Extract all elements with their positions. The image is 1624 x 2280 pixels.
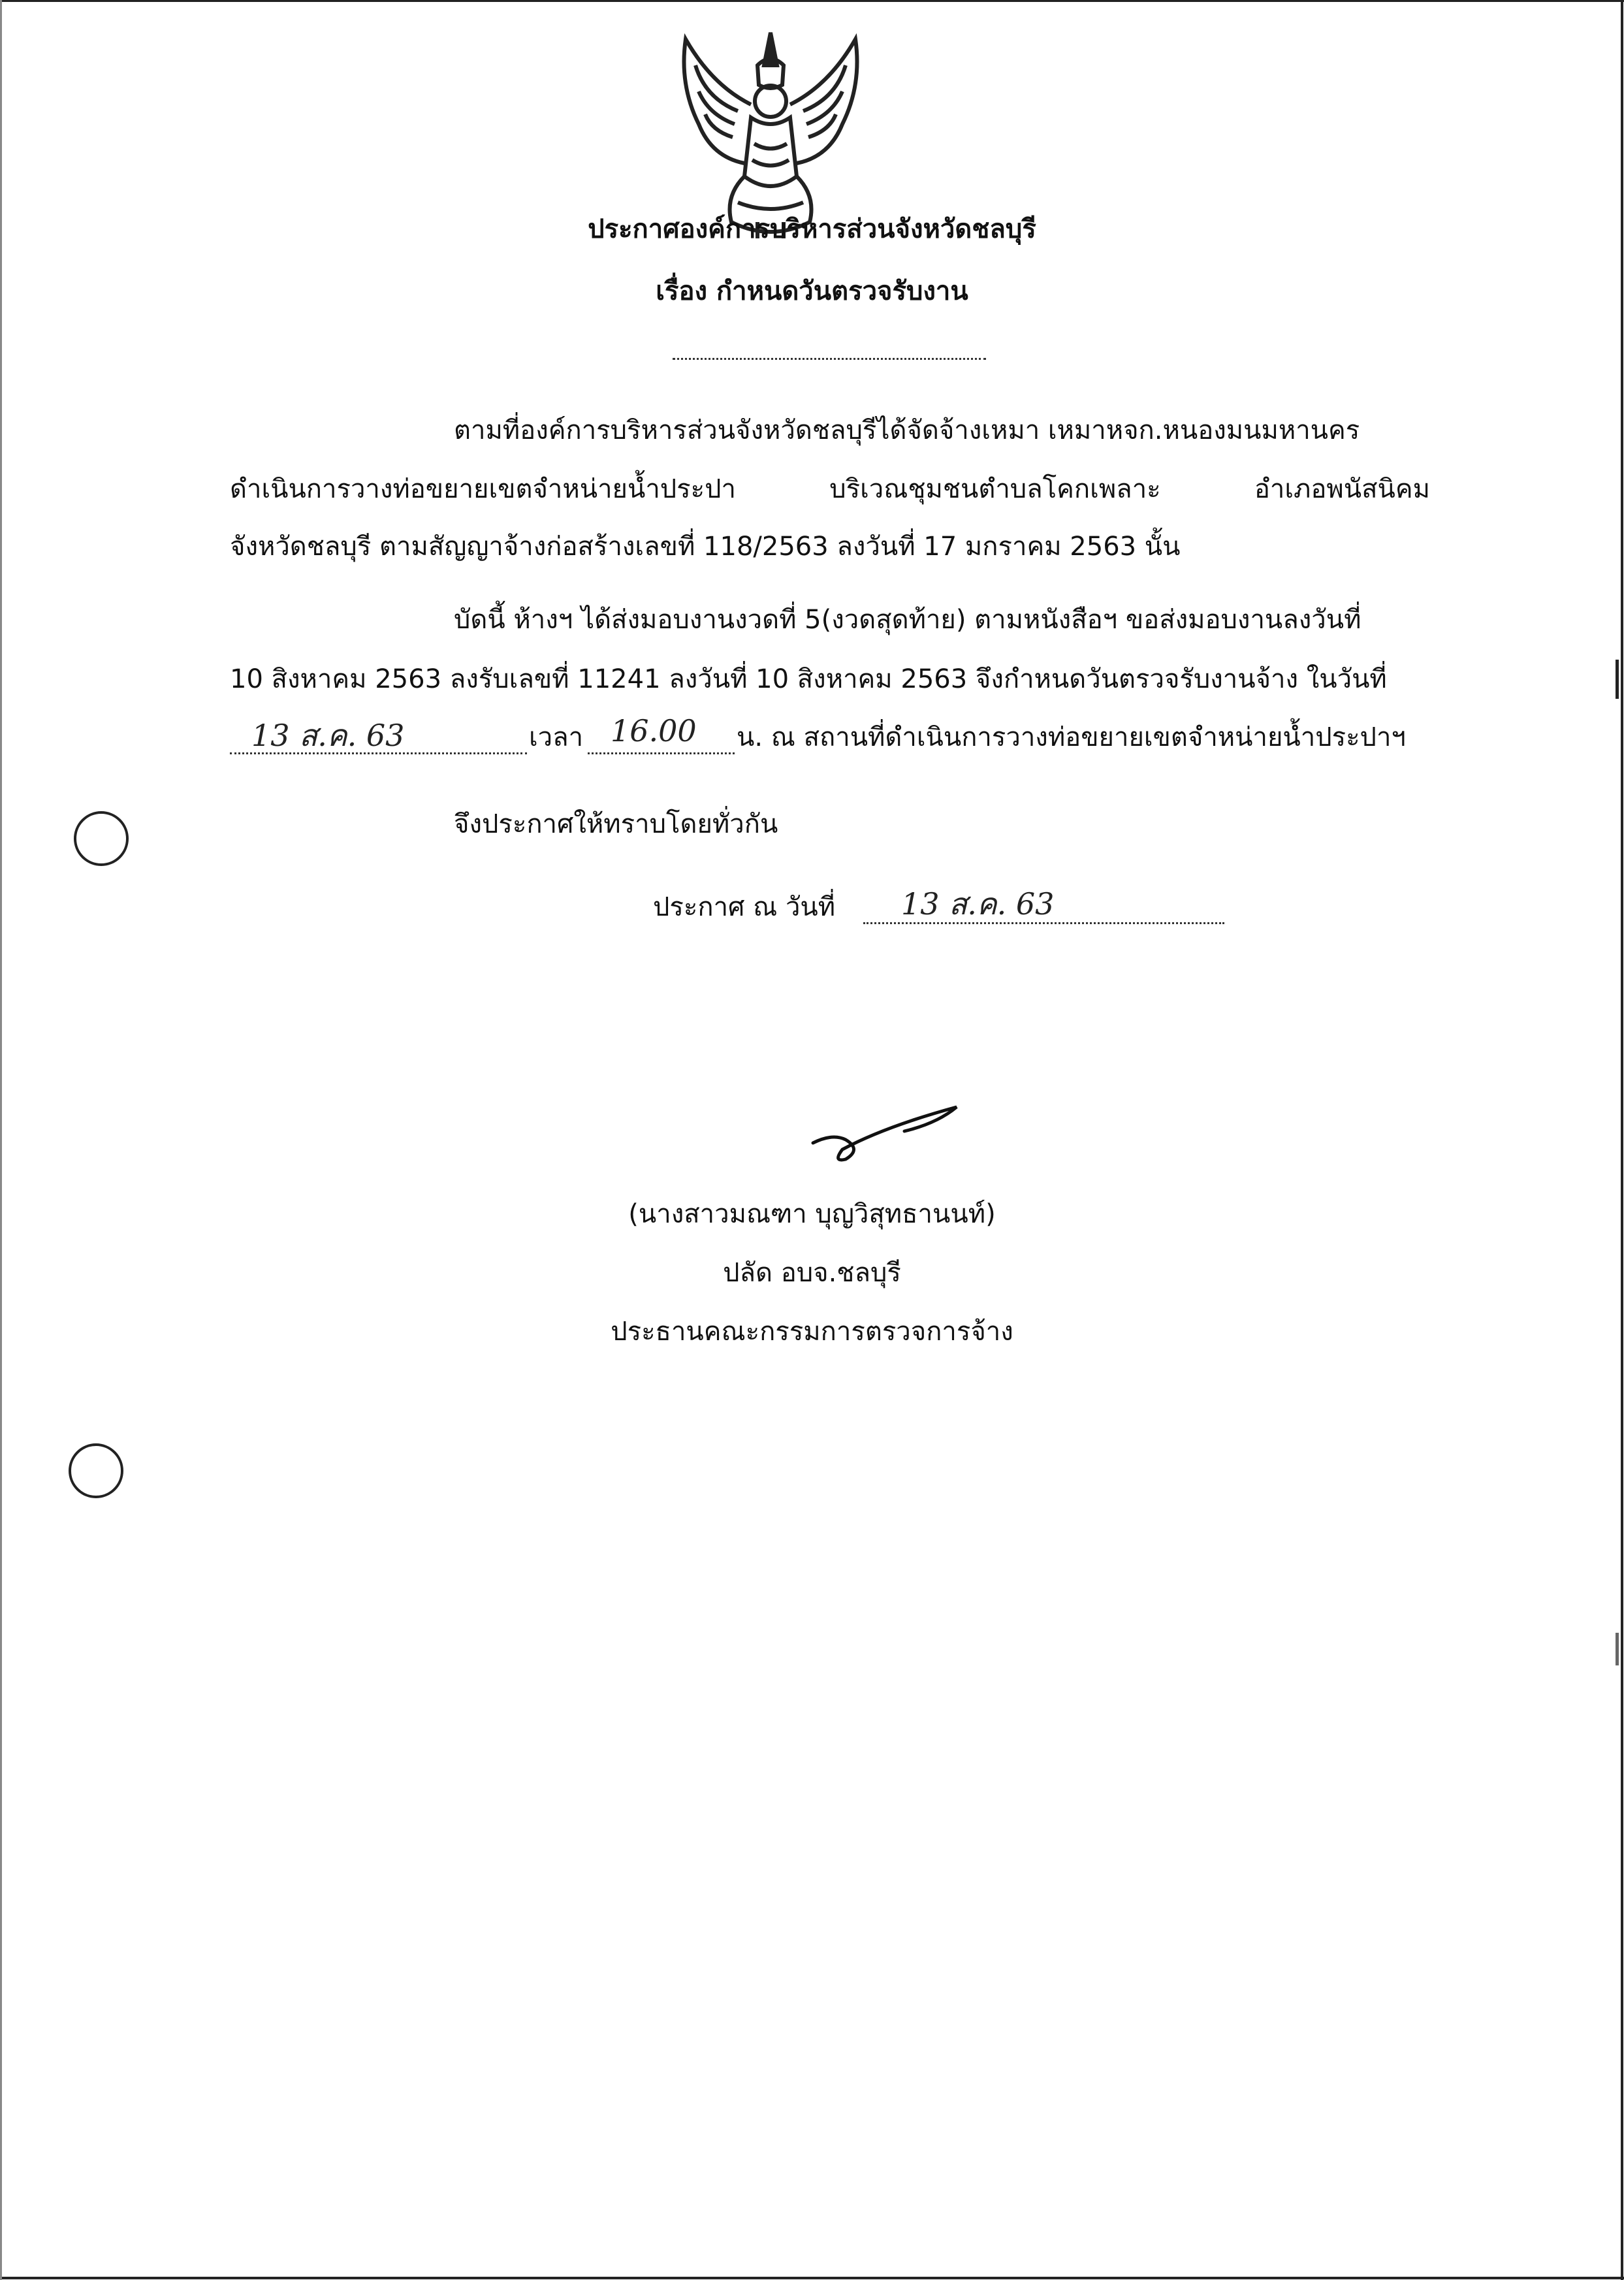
para2-line3-tail: น. ณ สถานที่ดำเนินการวางท่อขยายเขตจำหน่ายน้ำประปาฯ	[737, 722, 1406, 752]
para1-line2: ดำเนินการวางท่อขยายเขตจำหน่ายน้ำประปา บริเวณชุมชนตำบลโคกเพลาะ อำเภอพนัสนิคม	[230, 474, 1430, 504]
inspect-time-handwritten: 16.00	[611, 713, 697, 748]
punch-hole-bottom	[69, 1443, 123, 1498]
time-label: เวลา	[529, 722, 584, 752]
signer-name: (นางสาวมณฑา บุญวิสุทธานนท์)	[628, 1199, 996, 1229]
announce-date-handwritten: 13 ส.ค. 63	[901, 886, 1055, 922]
inspect-date-handwritten: 13 ส.ค. 63	[251, 718, 405, 753]
scan-mark-right-1	[1616, 660, 1619, 699]
announce-label: ประกาศ ณ วันที่	[653, 892, 836, 922]
document-subject: เรื่อง กำหนดวันตรวจรับงาน	[656, 276, 968, 306]
punch-hole-top	[74, 811, 129, 866]
scan-edge-right	[1621, 0, 1623, 2280]
para2-line1: บัดนี้ ห้างฯ ได้ส่งมอบงานงวดที่ 5(งวดสุดท้าย) ตามหนังสือฯ ขอส่งมอบงานลงวันที่	[454, 605, 1361, 635]
title-separator	[673, 358, 986, 360]
inspect-time-blank	[588, 752, 735, 754]
scan-mark-right-2	[1616, 1633, 1619, 1665]
document-title: ประกาศองค์การบริหารส่วนจังหวัดชลบุรี	[588, 214, 1036, 244]
scan-edge-left	[0, 0, 2, 2280]
para1-line3: จังหวัดชลบุรี ตามสัญญาจ้างก่อสร้างเลขที่ 118/2563 ลงวันที่ 17 มกราคม 2563 นั้น	[230, 532, 1181, 562]
para1-line1: ตามที่องค์การบริหารส่วนจังหวัดชลบุรีได้จัดจ้างเหมา เหมาหจก.หนองมนมหานคร	[454, 415, 1360, 445]
scan-edge-bottom	[0, 2277, 1624, 2279]
signer-role: ประธานคณะกรรมการตรวจการจ้าง	[611, 1317, 1013, 1347]
para2-line2: 10 สิงหาคม 2563 ลงรับเลขที่ 11241 ลงวันที่ 10 สิงหาคม 2563 จึงกำหนดวันตรวจรับงานจ้าง ในวันที่	[230, 664, 1387, 694]
scan-edge-top	[0, 0, 1624, 2]
signature-mark	[806, 1097, 963, 1169]
signer-position: ปลัด อบจ.ชลบุรี	[723, 1258, 901, 1288]
garuda-emblem	[660, 26, 882, 242]
para3: จึงประกาศให้ทราบโดยทั่วกัน	[454, 809, 778, 839]
